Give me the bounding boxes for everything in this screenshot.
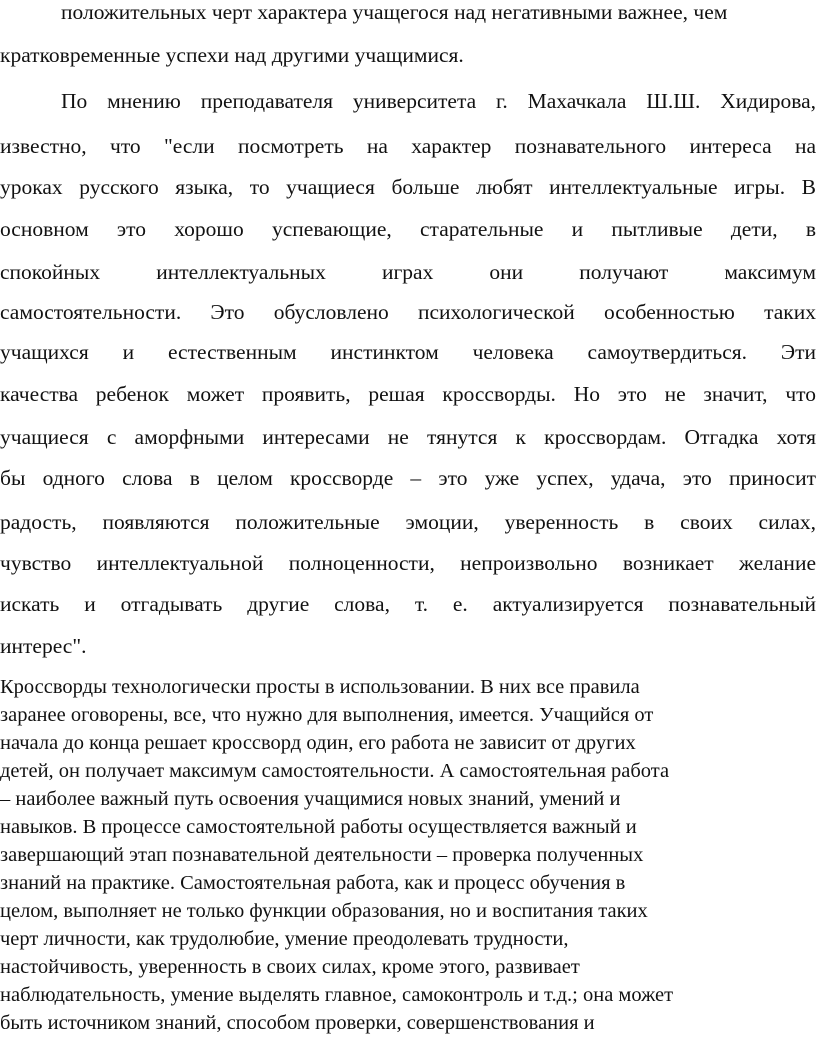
text-line: черт личности, как трудолюбие, умение преодолевать трудности, bbox=[0, 928, 569, 950]
text-line: известно, что "если посмотреть на характер познавательного интереса на bbox=[0, 134, 816, 158]
text-line: Кроссворды технологически просты в использовании. В них все правила bbox=[0, 676, 640, 698]
text-line: заранее оговорены, все, что нужно для выполнения, имеется. Учащийся от bbox=[0, 704, 654, 726]
text-line: наблюдательность, умение выделять главное, самоконтроль и т.д.; она может bbox=[0, 984, 674, 1006]
text-line: кратковременные успехи над другими учащимися. bbox=[0, 43, 464, 67]
text-line: интерес". bbox=[0, 634, 87, 658]
text-line: бы одного слова в целом кроссворде – это уже успех, удача, это приносит bbox=[0, 466, 816, 490]
text-line: настойчивость, уверенность в своих силах, кроме этого, развивает bbox=[0, 956, 580, 978]
text-line: начала до конца решает кроссворд один, его работа не зависит от других bbox=[0, 732, 636, 754]
text-line: искать и отгадывать другие слова, т. е. актуализируется познавательный bbox=[0, 592, 816, 616]
text-line: уроках русского языка, то учащиеся больше любят интеллектуальные игры. В bbox=[0, 175, 816, 199]
text-line: быть источником знаний, способом проверки, совершенствования и bbox=[0, 1012, 595, 1034]
text-line: учащиеся с аморфными интересами не тянутся к кроссвордам. Отгадка хотя bbox=[0, 425, 816, 449]
text-line: целом, выполняет не только функции образования, но и воспитания таких bbox=[0, 900, 648, 922]
text-line: качества ребенок может проявить, решая кроссворды. Но это не значит, что bbox=[0, 382, 816, 406]
text-line: учащихся и естественным инстинктом человека самоутвердиться. Эти bbox=[0, 340, 816, 364]
text-line: основном это хорошо успевающие, старательные и пытливые дети, в bbox=[0, 217, 816, 241]
text-line: знаний на практике. Самостоятельная работа, как и процесс обучения в bbox=[0, 872, 626, 894]
text-line: По мнению преподавателя университета г. Махачкала Ш.Ш. Хидирова, bbox=[61, 89, 816, 113]
text-line: радость, появляются положительные эмоции, уверенность в своих силах, bbox=[0, 510, 816, 534]
text-line: – наиболее важный путь освоения учащимися новых знаний, умений и bbox=[0, 788, 621, 810]
text-line: самостоятельности. Это обусловлено психологической особенностью таких bbox=[0, 300, 816, 324]
text-line: завершающий этап познавательной деятельности – проверка полученных bbox=[0, 844, 644, 866]
text-line: навыков. В процессе самостоятельной работы осуществляется важный и bbox=[0, 816, 637, 838]
text-line: чувство интеллектуальной полноценности, непроизвольно возникает желание bbox=[0, 551, 816, 575]
text-line: положительных черт характера учащегося над негативными важнее, чем bbox=[61, 0, 728, 24]
text-line: спокойных интеллектуальных играх они получают максимум bbox=[0, 260, 816, 284]
text-line: детей, он получает максимум самостоятельности. А самостоятельная работа bbox=[0, 760, 670, 782]
